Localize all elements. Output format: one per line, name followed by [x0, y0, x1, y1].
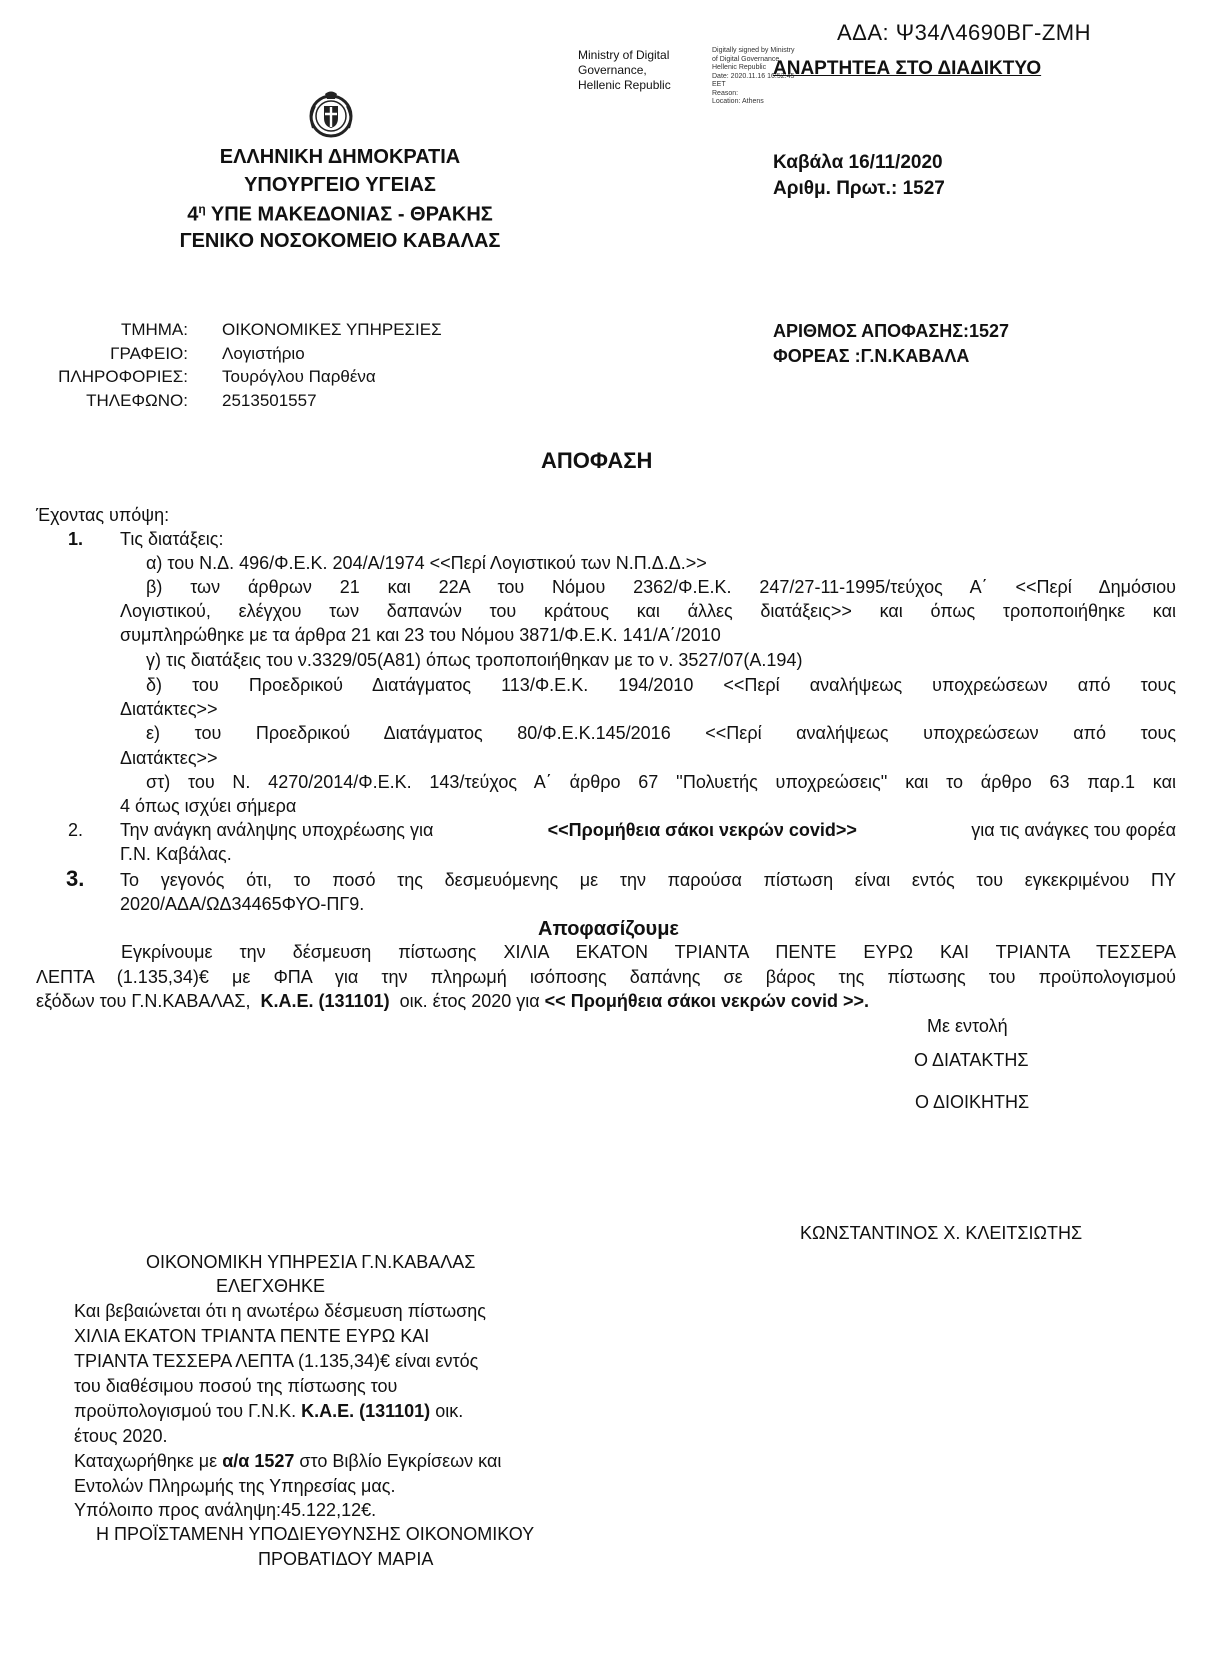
finance-line-6: του διαθέσιμου ποσού της πίστωσης του: [74, 1376, 398, 1396]
decision-line-3-c: οικ. έτος 2020 για: [399, 991, 540, 1011]
department-label: ΤΜΗΜΑ:: [120, 320, 188, 339]
decision-line-3-a: εξόδων του Γ.Ν.ΚΑΒΑΛΑΣ,: [36, 991, 251, 1011]
item-2-text-post: για τις ανάγκες του φορέα: [971, 820, 1176, 840]
greek-coat-of-arms-icon: [305, 88, 357, 140]
org-line-ype: [140, 202, 540, 227]
decision-line-1: Εγκρίνουμε την δέσμευση πίστωσης ΧΙΛΙΑ ΕΚΑΤΟΝ ΤΡΙΑΝΤΑ ΠΕΝΤΕ ΕΥΡΩ ΚΑΙ ΤΡΙΑΝΤΑ ΤΕΣΣΕΡΑ: [121, 942, 1176, 962]
org-line-ministry: ΥΠΟΥΡΓΕΙΟ ΥΓΕΙΑΣ: [244, 174, 436, 196]
intro-text: Έχοντας υπόψη:: [36, 505, 170, 525]
kae-code: Κ.Α.Ε. (131101): [260, 991, 390, 1011]
phone-value: 2513501557: [222, 391, 317, 410]
item-1-b-line-3: συμπληρώθηκε με τα άρθρα 21 και 23 του Νόμου 3871/Φ.Ε.Κ. 141/Α΄/2010: [120, 625, 721, 645]
finance-kae-code: Κ.Α.Ε. (131101): [301, 1401, 431, 1421]
item-1-g: γ) τις διατάξεις του ν.3329/05(Α81) όπως τροποποιήθηκαν με το ν. 3527/07(Α.194): [146, 650, 803, 670]
item-1-title: Τις διατάξεις:: [120, 529, 224, 549]
item-1-d-line-2: Διατάκτες>>: [120, 699, 218, 719]
ype-number: 4: [187, 203, 199, 226]
decision-subject: << Προμήθεια σάκοι νεκρών covid >>.: [544, 991, 869, 1011]
finance-line-10: Εντολών Πληρωμής της Υπηρεσίας μας.: [74, 1476, 396, 1496]
decision-line-2: ΛΕΠΤΑ (1.135,34)€ με ΦΠΑ για την πληρωμή ισόποσης δαπάνης σε βάρος της πίστωσης του προϋπολογισμού: [36, 967, 1176, 987]
item-2-line-2: Γ.Ν. Καβάλας.: [120, 844, 232, 864]
finance-checked: ΕΛΕΓΧΘΗΚΕ: [216, 1276, 325, 1296]
item-1-d-line-1: δ) του Προεδρικού Διατάγματος 113/Φ.Ε.Κ. 194/2010 <<Περί αναλήψεως υποχρεώσεων από τους: [146, 675, 1176, 695]
finance-line-7-c: οικ.: [435, 1401, 464, 1421]
item-1-st-line-1: στ) του Ν. 4270/2014/Φ.Ε.Κ. 143/τεύχος Α΄ άρθρο 67 ''Πολυετής υποχρεώσεις'' και το άρθρο 63 παρ.1 και: [146, 772, 1176, 792]
finance-dept: ΟΙΚΟΝΟΜΙΚΗ ΥΠΗΡΕΣΙΑ Γ.Ν.ΚΑΒΑΛΑΣ: [146, 1252, 476, 1272]
decision-heading: Αποφασίζουμε: [538, 918, 679, 940]
item-1-number: 1.: [68, 529, 84, 549]
organization-field: ΦΟΡΕΑΣ :Γ.Ν.ΚΑΒΑΛΑ: [773, 346, 970, 366]
digital-signature-org: Ministry of Digital Governance, Hellenic Republic: [578, 48, 671, 92]
item-3-line-2: 2020/ΑΔΑ/ΩΔ34465ΦΥΟ-ΠΓ9.: [120, 894, 365, 914]
office-label: ΓΡΑΦΕΙΟ:: [110, 344, 188, 363]
director-title: Ο ΔΙΟΙΚΗΤΗΣ: [915, 1092, 1030, 1112]
item-1-st-line-2: 4 όπως ισχύει σήμερα: [120, 796, 297, 816]
place-date: Καβάλα 16/11/2020: [773, 152, 943, 173]
office-value: Λογιστήριο: [222, 344, 305, 363]
finance-entry-number: α/α 1527: [222, 1451, 295, 1471]
finance-line-9: [74, 1451, 501, 1472]
ype-superscript: η: [198, 202, 206, 216]
finance-line-9-a: Καταχωρήθηκε με: [74, 1451, 218, 1471]
item-1-a: α) του Ν.Δ. 496/Φ.Ε.Κ. 204/Α/1974 <<Περί Λογιστικού των Ν.Π.Δ.Δ.>>: [146, 553, 707, 573]
org-line-hospital: ΓΕΝΙΚΟ ΝΟΣΟΚΟΜΕΙΟ ΚΑΒΑΛΑΣ: [179, 230, 501, 252]
finance-head-name: ΠΡΟΒΑΤΙΔΟΥ ΜΑΡΙΑ: [258, 1549, 434, 1569]
signatory-name: ΚΩΝΣΤΑΝΤΙΝΟΣ Χ. ΚΛΕΙΤΣΙΩΤΗΣ: [800, 1223, 1083, 1243]
department-value: ΟΙΚΟΝΟΜΙΚΕΣ ΥΠΗΡΕΣΙΕΣ: [222, 320, 442, 339]
item-3-line-1: Το γεγονός ότι, το ποσό της δεσμευόμενης με την παρούσα πίστωση είναι εντός του εγκεκριμένου ΠΥ: [120, 870, 1176, 890]
finance-remaining: Υπόλοιπο προς ανάληψη:45.122,12€.: [74, 1500, 377, 1520]
ype-region: ΥΠΕ ΜΑΚΕΔΟΝΙΑΣ - ΘΡΑΚΗΣ: [210, 203, 493, 226]
item-1-b-line-2: Λογιστικού, ελέγχου των δαπανών του κράτους και άλλες διατάξεις>> και όπως τροποποιήθηκε και: [120, 601, 1176, 621]
item-3-number: 3.: [66, 866, 85, 891]
item-1-e-line-2: Διατάκτες>>: [120, 748, 218, 768]
finance-line-4: ΧΙΛΙΑ ΕΚΑΤΟΝ ΤΡΙΑΝΤΑ ΠΕΝΤΕ ΕΥΡΩ ΚΑΙ: [74, 1326, 430, 1346]
item-2-text-pre: Την ανάγκη ανάληψης υποχρέωσης για: [120, 820, 434, 840]
protocol-number: Αριθμ. Πρωτ.: 1527: [773, 178, 945, 199]
digital-signature-detail: Digitally signed by Ministry of Digital Governance, Hellenic Republic Date: 2020.11.16 16:52:45 EET Reason: Location: Athens: [712, 47, 795, 105]
item-2-subject: <<Προμήθεια σάκοι νεκρών covid>>: [547, 820, 857, 840]
finance-head-title: Η ΠΡΟΪΣΤΑΜΕΝΗ ΥΠΟΔΙΕΥΘΥΝΣΗΣ ΟΙΚΟΝΟΜΙΚΟΥ: [96, 1524, 535, 1544]
item-2-line-1: [120, 820, 1176, 841]
decision-line-3: [36, 991, 869, 1012]
item-2-number: 2.: [68, 820, 84, 840]
item-1-b-line-1: β) των άρθρων 21 και 22Α του Νόμου 2362/Φ.Ε.Κ. 247/27-11-1995/τεύχος Α΄ <<Περί Δημόσιου: [146, 577, 1176, 597]
by-order: Με εντολή: [927, 1016, 1008, 1036]
finance-line-7-a: προϋπολογισμού του Γ.Ν.Κ.: [74, 1401, 297, 1421]
info-label: ΠΛΗΡΟΦΟΡΙΕΣ:: [58, 367, 188, 386]
publish-online-notice: ΑΝΑΡΤΗΤΕΑ ΣΤΟ ΔΙΑΔΙΚΤΥΟ: [773, 58, 1042, 79]
finance-line-8: έτους 2020.: [74, 1426, 168, 1446]
phone-label: ΤΗΛΕΦΩΝΟ:: [86, 391, 188, 410]
decision-number: ΑΡΙΘΜΟΣ ΑΠΟΦΑΣΗΣ:1527: [773, 321, 1010, 341]
ada-code: ΑΔΑ: Ψ34Λ4690ΒΓ-ΖΜΗ: [837, 20, 1092, 45]
authorizer-title: Ο ΔΙΑΤΑΚΤΗΣ: [914, 1050, 1029, 1070]
finance-line-3: Και βεβαιώνεται ότι η ανωτέρω δέσμευση πίστωσης: [74, 1301, 486, 1321]
info-value: Τουρόγλου Παρθένα: [222, 367, 376, 386]
finance-line-7: [74, 1401, 463, 1422]
finance-line-5: ΤΡΙΑΝΤΑ ΤΕΣΣΕΡΑ ΛΕΠΤΑ (1.135,34)€ είναι εντός: [74, 1351, 479, 1371]
item-1-e-line-1: ε) του Προεδρικού Διατάγματος 80/Φ.Ε.Κ.145/2016 <<Περί αναλήψεως υποχρεώσεων από τους: [146, 723, 1176, 743]
finance-line-9-c: στο Βιβλίο Εγκρίσεων και: [299, 1451, 502, 1471]
document-title: ΑΠΟΦΑΣΗ: [541, 448, 653, 473]
org-line-republic: ΕΛΛΗΝΙΚΗ ΔΗΜΟΚΡΑΤΙΑ: [219, 146, 461, 168]
